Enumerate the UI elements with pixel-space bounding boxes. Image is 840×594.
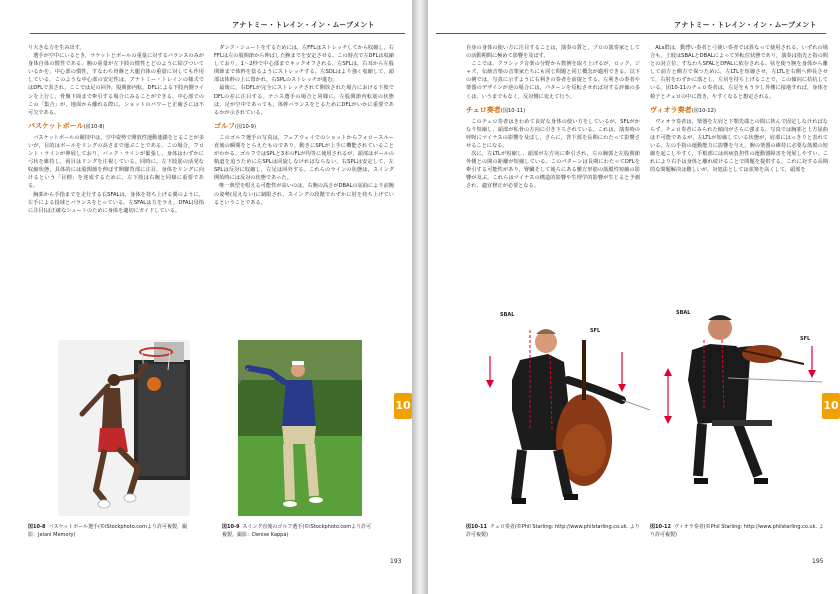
page-number: 195 [812,558,824,565]
section-title: バスケットボール [28,121,84,130]
line-label-sbal: SBAL [676,310,691,316]
paragraph: 選手が空中にいるとき，ラケットとボールの重量に対するバランスのみが身体自体の慣性である。腕の重量が左下肢の慣性とどのように結びついているかを，中心部の慣性，すなわち骨盤と大腿自体の重量に対しても作用している。このような中心部の安定性は，アナトミー・トレインの様式ではDFLで表され，ここでは足の回外，股関節内転，DFLによる下肢内側ラインを上行し，骨盤下面まで牽引する場合にみることができる。中心部でのこの「集合」が，地面から離れる際に，ショットのパワーと正確さには不可欠である。 [28,53,204,116]
left-column-1 [28,44,204,340]
caption-text: スイング直後のゴルフ選手(©iStockphoto.comより許可複製，撮影：Denise Kappa) [222,524,372,538]
figure-number: 図10-12 [650,524,671,530]
paragraph: 唯一典型を唱える可能性が高いのは，右腕の高さがDBALの屈曲により前腕の姿勢(見えない)に制限され，スイングの段階でわずかに肘を持ち上げているということである。 [214,183,394,206]
figure-number: 図10-8 [28,524,46,530]
section-heading-golf [214,121,394,132]
caption-text: バスケットボール選手(©iStockphoto.comより許可複製，撮影：Jelani Memory) [28,524,187,538]
section-title: チェロ奏者 [466,105,501,114]
line-label-sfl: SFL [800,336,811,342]
basketball-photo [58,340,190,516]
paragraph: り大きな力を生み出す。 [28,45,85,51]
figure-caption-10-11 [466,524,642,539]
paragraph: ここでは，クラシック音楽の分野から数例を取り上げるが，ロック，ジャズ，伝統音楽の音楽家たちにも同じ問題と同じ概念が適用できる。以下の例では，写真に示すように右利きの奏者を前提とする。左利きの奏者や楽器のデザインが逆の場合には，パターンを反転させれば対する評価の多くは，いうまでもなく，反対側に変えて行う。 [466,61,640,100]
book-gutter [412,0,428,594]
paragraph: 胸郭から手指までを走行する右SFALは，身体を持ち上げる翼のように，左手による投球とバランスをとっている。左SFALは力をラえ，DFAL(母指に注目)は正確なシュートのために身体を適切にガイドしている。 [28,191,204,214]
right-column-2 [650,44,828,334]
right-column-1 [466,44,640,334]
line-label-sbal: SBAL [500,312,515,318]
section-title: ゴルフ [214,121,235,130]
paragraph: 自身の身体の使い方に注目することは，演奏の質と，プロの演奏家としての活動期間に極めて影響を及ぼす。 [466,45,640,60]
section-heading-violist [650,105,828,116]
paragraph: ALs群は，動悸い奏者と弓使い奏者では異なって使用される。いずれの場合も，上肢はSBALとDBALによって外転位状態であり，演奏は指先と指の間との対立位，すなわちSFALとDFALに依存される。弦を使う腕を身体から離して前方と側方で保つために，左LTLを短縮させ，左LTLを右側へ伸長させて，右肘をわずかに落とし，左肩を持ち上げることで，この傾向に拮抗している。図10-11のチェロ奏者は，左足をもう少し外側に接地すれば，身体を椅子とチェロの中に置き，やすくなると想定される。 [650,45,828,100]
figure-number: 図10-9 [222,524,240,530]
header-rule [436,33,826,34]
section-title: ヴィオラ奏者 [650,105,692,114]
figure-ref: (図10-9) [235,123,257,130]
figure-number: 図10-11 [466,524,487,530]
chapter-tab: 10 [822,393,840,419]
golf-photo [238,340,362,516]
line-label-sfl: SFL [590,328,601,334]
left-page [0,0,412,594]
figure-ref: (図10-8) [83,123,105,130]
section-heading-basketball [28,121,204,132]
running-header: アナトミー・トレイン・イン・ムーブメント [674,21,817,29]
paragraph: バスケットボールの競技中は，空中姿勢で開放性運動連鎖をとることが多いが，目的はボールをリングの高さまで運ぶことである。この場合，フロント・ラインが伸展しており，バック・ラインが緊張し，身体はわずかに弓状を維持し，両目はリングを注視している。同時に，左下肢筋の活発な収縮状態，具体的には股関節を伸ばす開脚背部に注目，身体をリングに向けるという「目標」を達成するために，左下肢は右腕と同様に重要である。 [28,134,204,190]
figure-caption-10-9 [222,524,372,539]
violist-photo [654,300,830,522]
figure-caption-10-12 [650,524,828,539]
left-column-2 [214,44,394,340]
paragraph: 次に，左LTLが短縮し，頭部が左方向に牽引され，左の胸郭と左股関節外側との間の距離が短縮している。このパターンは長期にわたってDFLを牽引する可能性があり，腎臓そして後ろにある腰方形筋の筋膜性短縮の影響が及ぶ。これらはマイナスの構造的影響や生理学的影響が生じると予測され，適宜修正が必要となる。 [466,151,640,190]
cellist-photo [472,300,652,522]
page-number: 193 [390,558,402,565]
figure-ref: (図10-12) [691,107,716,114]
caption-text: ヴィオラ奏者(©Phil Starling: http://www.philstarling.co.uk. より許可複製) [650,524,824,538]
figure-caption-10-8 [28,524,188,539]
paragraph: ダンク・シュートをするためには，左FFLはストレッチしてから収縮し，右FFLは左の股関節から伸ばした腕までを安定させる。この時点で左DFLは収縮しており，1〜2秒で中心部までキックオフされる。左SFLは，右耳から左股関節まで体幹を捻るようにストレッチする。左SDLはより強く収縮して，頭部は体幹の上に置かれ，右SPLのストレッチが進む。 [214,45,394,84]
paragraph: このチェロ奏者はきわめて良好な身体の使い方をしているが，SFLがかなり短縮し，頭部が私骨の方向に引き下ろされている。これは，演奏時の呼吸にマイナスの影響を及ぼし，さらに，背下部を長期にわたって影響させることになる。 [466,118,640,149]
section-heading-cellist [466,105,640,116]
paragraph: 最後に，右DFLが完全にストレッチされて開放された場合における下肢でDFLの差に注目する。テニス選手の場合と同様に，左股関節内転筋の状態は，足が空中であっても，体幹バランスをとるためにDFLがいかに重要であるかが示されている。 [214,85,394,116]
right-page [428,0,840,594]
figure-ref: (図10-11) [500,107,526,114]
running-header: アナトミー・トレイン・イン・ムーブメント [232,21,375,29]
caption-text: チェロ奏者(©Phil Starling: http://www.philstarling.co.uk. より許可複製) [466,524,640,538]
paragraph: このゴルフ選手の写真は，フェアウェイでのショットからフォロースルー直後の瞬間をとらえたものであり，動きにSPLが上手に機能されていることがわかる。ゴルフではSPLと3本のFLが均等に使用されるが，頭部はボールの軌道を追うために左SPLは回旋しなければならない。右SPLは安定して，左SPLは反対に収縮し，左足は回外する。これらのラインの状態は，スイング開始時には反対の状態であった。 [214,134,394,182]
chapter-tab: 10 [394,393,412,419]
paragraph: ヴィオラ奏者は，楽器を左肩と下顎先端との間に挟んで固定しなければならず，チェロ奏者にみられた傾向がさらに強まる。写真では胸郭と上方屈曲は不可能であるが，左LTLが短縮している状態が，肩部にはっきりと表れている。左の手指の運動能力に影響を与え，腕の楽器の維持に必要な筋膜の短縮を起こしやすく，手根部には疾病負担性の運動器障害を発展しやすい。これにより右手は身体と離れ続けることで問題を提供する。これに対する長期的な問題解決は難しいが，対処法としては弦楽を高くして，頭部を [650,118,828,174]
header-rule [30,33,405,34]
